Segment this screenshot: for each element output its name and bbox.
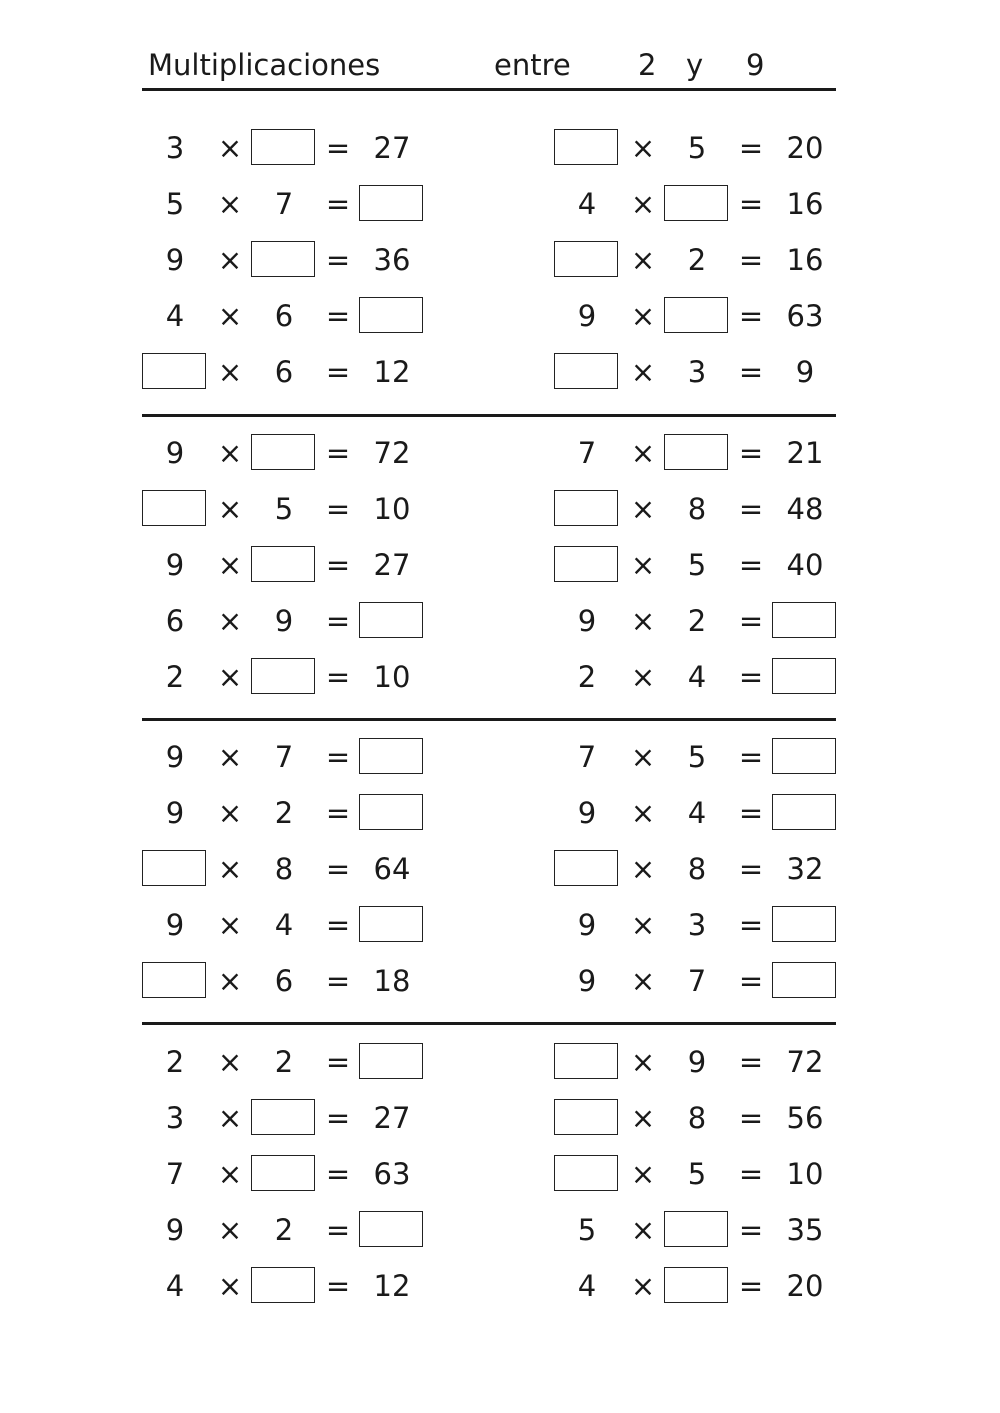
equation-times-sign: × xyxy=(630,908,656,942)
answer-box-factor-a[interactable] xyxy=(142,962,206,998)
answer-box-product[interactable] xyxy=(359,738,423,774)
equation-times-sign: × xyxy=(630,299,656,333)
equation-factor-b: 8 xyxy=(274,852,294,886)
answer-box-factor-a[interactable] xyxy=(554,129,618,165)
equation-times-sign: × xyxy=(217,1045,243,1079)
answer-box-factor-a[interactable] xyxy=(554,490,618,526)
equation-times-sign: × xyxy=(630,243,656,277)
equation-times-sign: × xyxy=(217,436,243,470)
equation-times-sign: × xyxy=(217,604,243,638)
equation-times-sign: × xyxy=(217,548,243,582)
equation-product: 12 xyxy=(373,1269,411,1303)
equation-product: 16 xyxy=(786,243,824,277)
answer-box-product[interactable] xyxy=(359,185,423,221)
answer-box-factor-b[interactable] xyxy=(251,1267,315,1303)
equation-equals-sign: = xyxy=(738,548,764,582)
equation-factor-a: 9 xyxy=(165,548,185,582)
equation-equals-sign: = xyxy=(738,740,764,774)
equation-equals-sign: = xyxy=(325,964,351,998)
equation-factor-b: 5 xyxy=(687,740,707,774)
equation-factor-b: 6 xyxy=(274,964,294,998)
answer-box-product[interactable] xyxy=(772,794,836,830)
equation-factor-a: 5 xyxy=(577,1213,597,1247)
equation-factor-a: 9 xyxy=(165,436,185,470)
answer-box-product[interactable] xyxy=(772,962,836,998)
equation-equals-sign: = xyxy=(325,187,351,221)
equation-factor-b: 3 xyxy=(687,908,707,942)
equation-factor-b: 5 xyxy=(687,1157,707,1191)
equation-equals-sign: = xyxy=(738,131,764,165)
equation-factor-a: 5 xyxy=(165,187,185,221)
equation-factor-a: 6 xyxy=(165,604,185,638)
answer-box-product[interactable] xyxy=(772,906,836,942)
answer-box-factor-b[interactable] xyxy=(251,658,315,694)
equation-equals-sign: = xyxy=(325,1045,351,1079)
equation-product: 63 xyxy=(786,299,824,333)
equation-equals-sign: = xyxy=(325,548,351,582)
equation-factor-a: 7 xyxy=(577,740,597,774)
equation-factor-a: 9 xyxy=(577,964,597,998)
equation-factor-b: 8 xyxy=(687,492,707,526)
equation-equals-sign: = xyxy=(325,131,351,165)
equation-product: 36 xyxy=(373,243,411,277)
equation-equals-sign: = xyxy=(325,492,351,526)
equation-times-sign: × xyxy=(630,740,656,774)
equation-equals-sign: = xyxy=(325,1157,351,1191)
title-word-multiplicaciones: Multiplicaciones xyxy=(148,48,381,82)
title-word-y: y xyxy=(686,48,704,82)
answer-box-product[interactable] xyxy=(359,906,423,942)
equation-factor-b: 2 xyxy=(687,243,707,277)
equation-equals-sign: = xyxy=(738,908,764,942)
answer-box-factor-a[interactable] xyxy=(554,546,618,582)
equation-times-sign: × xyxy=(630,131,656,165)
equation-equals-sign: = xyxy=(738,604,764,638)
equation-factor-a: 9 xyxy=(577,299,597,333)
equation-factor-b: 2 xyxy=(274,796,294,830)
equation-factor-b: 4 xyxy=(687,660,707,694)
answer-box-factor-a[interactable] xyxy=(142,850,206,886)
equation-factor-b: 4 xyxy=(274,908,294,942)
equation-times-sign: × xyxy=(217,492,243,526)
equation-times-sign: × xyxy=(630,1101,656,1135)
equation-factor-b: 7 xyxy=(687,964,707,998)
equation-factor-a: 7 xyxy=(577,436,597,470)
answer-box-factor-a[interactable] xyxy=(554,353,618,389)
answer-box-product[interactable] xyxy=(772,658,836,694)
equation-times-sign: × xyxy=(630,436,656,470)
answer-box-factor-b[interactable] xyxy=(251,241,315,277)
equation-factor-b: 9 xyxy=(687,1045,707,1079)
equation-times-sign: × xyxy=(217,243,243,277)
equation-times-sign: × xyxy=(630,852,656,886)
equation-times-sign: × xyxy=(217,852,243,886)
equation-equals-sign: = xyxy=(738,1269,764,1303)
answer-box-factor-b[interactable] xyxy=(251,434,315,470)
equation-times-sign: × xyxy=(217,355,243,389)
equation-factor-b: 7 xyxy=(274,187,294,221)
answer-box-factor-a[interactable] xyxy=(142,490,206,526)
equation-equals-sign: = xyxy=(325,908,351,942)
answer-box-product[interactable] xyxy=(359,602,423,638)
equation-product: 64 xyxy=(373,852,411,886)
equation-product: 32 xyxy=(786,852,824,886)
equation-factor-b: 2 xyxy=(687,604,707,638)
answer-box-factor-b[interactable] xyxy=(664,297,728,333)
equation-times-sign: × xyxy=(217,299,243,333)
equation-product: 10 xyxy=(373,660,411,694)
answer-box-product[interactable] xyxy=(772,738,836,774)
equation-factor-b: 5 xyxy=(687,131,707,165)
equation-times-sign: × xyxy=(217,187,243,221)
equation-factor-a: 4 xyxy=(165,1269,185,1303)
equation-factor-a: 9 xyxy=(577,604,597,638)
equation-factor-a: 9 xyxy=(165,1213,185,1247)
equation-times-sign: × xyxy=(217,740,243,774)
equation-factor-b: 2 xyxy=(274,1213,294,1247)
equation-times-sign: × xyxy=(630,1157,656,1191)
equation-times-sign: × xyxy=(217,660,243,694)
equation-times-sign: × xyxy=(630,796,656,830)
equation-times-sign: × xyxy=(630,355,656,389)
equation-times-sign: × xyxy=(630,548,656,582)
answer-box-factor-b[interactable] xyxy=(251,546,315,582)
equation-times-sign: × xyxy=(217,908,243,942)
answer-box-factor-b[interactable] xyxy=(664,185,728,221)
equation-product: 27 xyxy=(373,131,411,165)
equation-equals-sign: = xyxy=(738,796,764,830)
equation-equals-sign: = xyxy=(325,604,351,638)
equation-equals-sign: = xyxy=(325,796,351,830)
equation-product: 27 xyxy=(373,1101,411,1135)
equation-factor-a: 4 xyxy=(577,187,597,221)
equation-product: 48 xyxy=(786,492,824,526)
equation-times-sign: × xyxy=(630,492,656,526)
equation-times-sign: × xyxy=(630,964,656,998)
title-word-entre: entre xyxy=(494,48,571,82)
equation-product: 9 xyxy=(795,355,815,389)
equation-factor-a: 2 xyxy=(165,660,185,694)
answer-box-product[interactable] xyxy=(772,602,836,638)
answer-box-factor-b[interactable] xyxy=(664,1211,728,1247)
equation-equals-sign: = xyxy=(325,355,351,389)
equation-equals-sign: = xyxy=(325,1213,351,1247)
answer-box-product[interactable] xyxy=(359,1043,423,1079)
title-number-b: 9 xyxy=(746,48,765,82)
equation-equals-sign: = xyxy=(738,1101,764,1135)
equation-times-sign: × xyxy=(217,131,243,165)
answer-box-factor-a[interactable] xyxy=(554,1099,618,1135)
equation-factor-a: 3 xyxy=(165,131,185,165)
equation-times-sign: × xyxy=(217,1269,243,1303)
equation-equals-sign: = xyxy=(325,1269,351,1303)
equation-product: 20 xyxy=(786,1269,824,1303)
equation-equals-sign: = xyxy=(738,299,764,333)
equation-product: 10 xyxy=(786,1157,824,1191)
title-number-a: 2 xyxy=(638,48,657,82)
equation-equals-sign: = xyxy=(738,660,764,694)
answer-box-factor-a[interactable] xyxy=(554,1043,618,1079)
equation-equals-sign: = xyxy=(738,1213,764,1247)
equation-equals-sign: = xyxy=(325,299,351,333)
equation-equals-sign: = xyxy=(738,852,764,886)
equation-factor-b: 3 xyxy=(687,355,707,389)
equation-product: 16 xyxy=(786,187,824,221)
equation-equals-sign: = xyxy=(325,243,351,277)
equation-factor-b: 5 xyxy=(687,548,707,582)
equation-factor-a: 2 xyxy=(577,660,597,694)
equation-factor-b: 5 xyxy=(274,492,294,526)
equation-factor-b: 9 xyxy=(274,604,294,638)
equation-times-sign: × xyxy=(630,1045,656,1079)
equation-factor-b: 6 xyxy=(274,299,294,333)
equation-product: 12 xyxy=(373,355,411,389)
equation-times-sign: × xyxy=(630,1213,656,1247)
equation-product: 35 xyxy=(786,1213,824,1247)
equation-factor-b: 6 xyxy=(274,355,294,389)
equation-equals-sign: = xyxy=(325,660,351,694)
equation-factor-b: 2 xyxy=(274,1045,294,1079)
equation-product: 20 xyxy=(786,131,824,165)
equation-factor-a: 4 xyxy=(577,1269,597,1303)
equation-equals-sign: = xyxy=(325,436,351,470)
equation-equals-sign: = xyxy=(738,964,764,998)
equation-factor-b: 8 xyxy=(687,1101,707,1135)
equation-times-sign: × xyxy=(630,1269,656,1303)
equation-times-sign: × xyxy=(217,1157,243,1191)
equation-factor-a: 9 xyxy=(165,740,185,774)
equation-product: 56 xyxy=(786,1101,824,1135)
equation-equals-sign: = xyxy=(738,1045,764,1079)
equation-product: 40 xyxy=(786,548,824,582)
equation-times-sign: × xyxy=(217,1101,243,1135)
equation-factor-a: 9 xyxy=(165,243,185,277)
equation-product: 72 xyxy=(373,436,411,470)
equation-product: 10 xyxy=(373,492,411,526)
answer-box-factor-a[interactable] xyxy=(554,241,618,277)
equation-equals-sign: = xyxy=(325,740,351,774)
equation-factor-a: 3 xyxy=(165,1101,185,1135)
equation-product: 27 xyxy=(373,548,411,582)
equation-product: 63 xyxy=(373,1157,411,1191)
answer-box-factor-a[interactable] xyxy=(554,1155,618,1191)
equation-factor-a: 9 xyxy=(165,908,185,942)
equation-equals-sign: = xyxy=(738,243,764,277)
answer-box-factor-b[interactable] xyxy=(251,1155,315,1191)
equation-times-sign: × xyxy=(630,187,656,221)
equation-equals-sign: = xyxy=(738,492,764,526)
equation-equals-sign: = xyxy=(738,187,764,221)
answer-box-factor-a[interactable] xyxy=(554,850,618,886)
equation-factor-a: 9 xyxy=(165,796,185,830)
equation-times-sign: × xyxy=(630,604,656,638)
equation-factor-a: 9 xyxy=(577,908,597,942)
equation-equals-sign: = xyxy=(325,1101,351,1135)
answer-box-product[interactable] xyxy=(359,1211,423,1247)
answer-box-factor-b[interactable] xyxy=(251,1099,315,1135)
answer-box-factor-a[interactable] xyxy=(142,353,206,389)
answer-box-factor-b[interactable] xyxy=(664,434,728,470)
equation-times-sign: × xyxy=(630,660,656,694)
equation-factor-a: 2 xyxy=(165,1045,185,1079)
equation-equals-sign: = xyxy=(738,1157,764,1191)
equation-product: 21 xyxy=(786,436,824,470)
answer-box-product[interactable] xyxy=(359,794,423,830)
equation-factor-b: 4 xyxy=(687,796,707,830)
answer-box-factor-b[interactable] xyxy=(251,129,315,165)
equation-times-sign: × xyxy=(217,964,243,998)
equation-equals-sign: = xyxy=(738,355,764,389)
equation-times-sign: × xyxy=(217,796,243,830)
equation-factor-a: 4 xyxy=(165,299,185,333)
equation-factor-a: 9 xyxy=(577,796,597,830)
equation-factor-b: 7 xyxy=(274,740,294,774)
equation-times-sign: × xyxy=(217,1213,243,1247)
equation-product: 18 xyxy=(373,964,411,998)
equation-equals-sign: = xyxy=(325,852,351,886)
answer-box-factor-b[interactable] xyxy=(664,1267,728,1303)
equation-factor-b: 8 xyxy=(687,852,707,886)
equation-equals-sign: = xyxy=(738,436,764,470)
equation-product: 72 xyxy=(786,1045,824,1079)
equation-factor-a: 7 xyxy=(165,1157,185,1191)
answer-box-product[interactable] xyxy=(359,297,423,333)
